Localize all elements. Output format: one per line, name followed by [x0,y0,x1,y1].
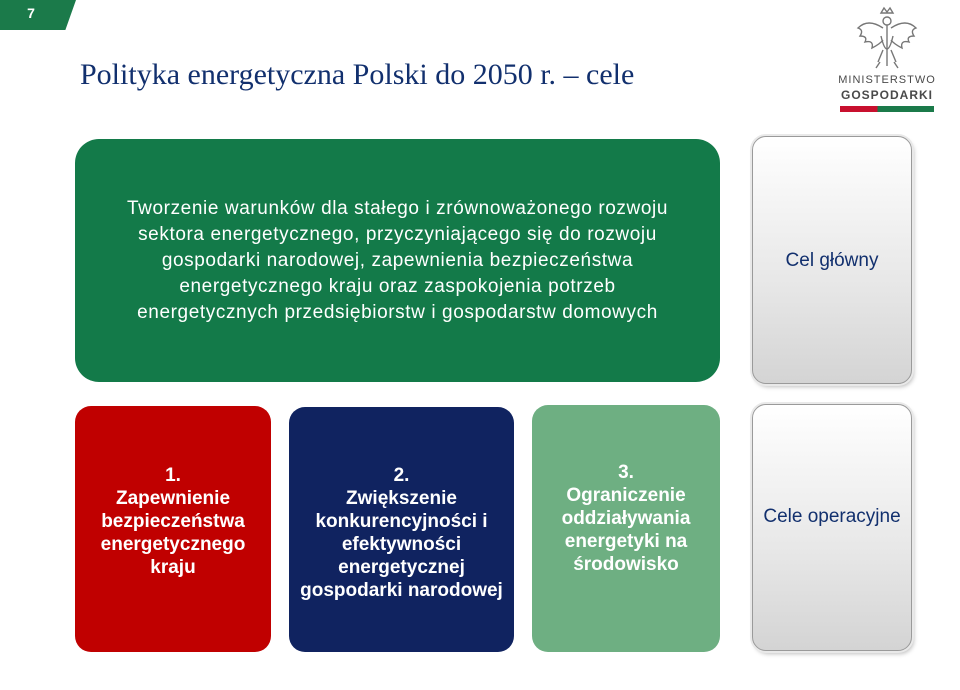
logo-color-bar [840,106,934,112]
operational-goal-3 [532,405,720,652]
goal-number: 1. [165,464,181,486]
goal-text: Zwiększenie konkurencyjności i efektywności energetycznej gospodarki narodowej [300,487,503,601]
goal-number: 2. [393,464,410,486]
goal-number: 3. [618,462,634,483]
goal-text: Zapewnienie bezpieczeństwa energetycznego kraju [100,487,246,578]
goal-text: Ograniczenie oddziaływania energetyki na środowisko [561,485,691,575]
main-goal-label-box [752,136,912,384]
operational-goal-1 [75,406,271,652]
main-goal-label: Cel główny [785,250,879,271]
slide-number: 7 [27,5,35,21]
ministry-logo [826,6,948,120]
main-goal-box [75,139,720,382]
operational-goals-label-box [752,404,912,651]
polish-eagle-emblem-icon [854,6,920,72]
logo-text-gospodarki: GOSPODARKI [840,88,933,102]
operational-goals-label: Cele operacyjne [763,506,901,527]
main-goal-text: Tworzenie warunków dla stałego i zrównoważonego rozwoju sektora energetycznego, przyczyniającego się do rozwoju gospodarki narodowej, zapewnienia bezpieczeństwa energetycznego kraju oraz zaspokojenia potrzeb energetycznych przedsiębiorstw i gospodarstw domowych [127,197,668,323]
page-title: Polityka energetyczna Polski do 2050 r. – cele [80,58,635,91]
logo-text-ministerstwo: MINISTERSTWO [838,74,936,86]
operational-goal-2 [289,407,514,652]
